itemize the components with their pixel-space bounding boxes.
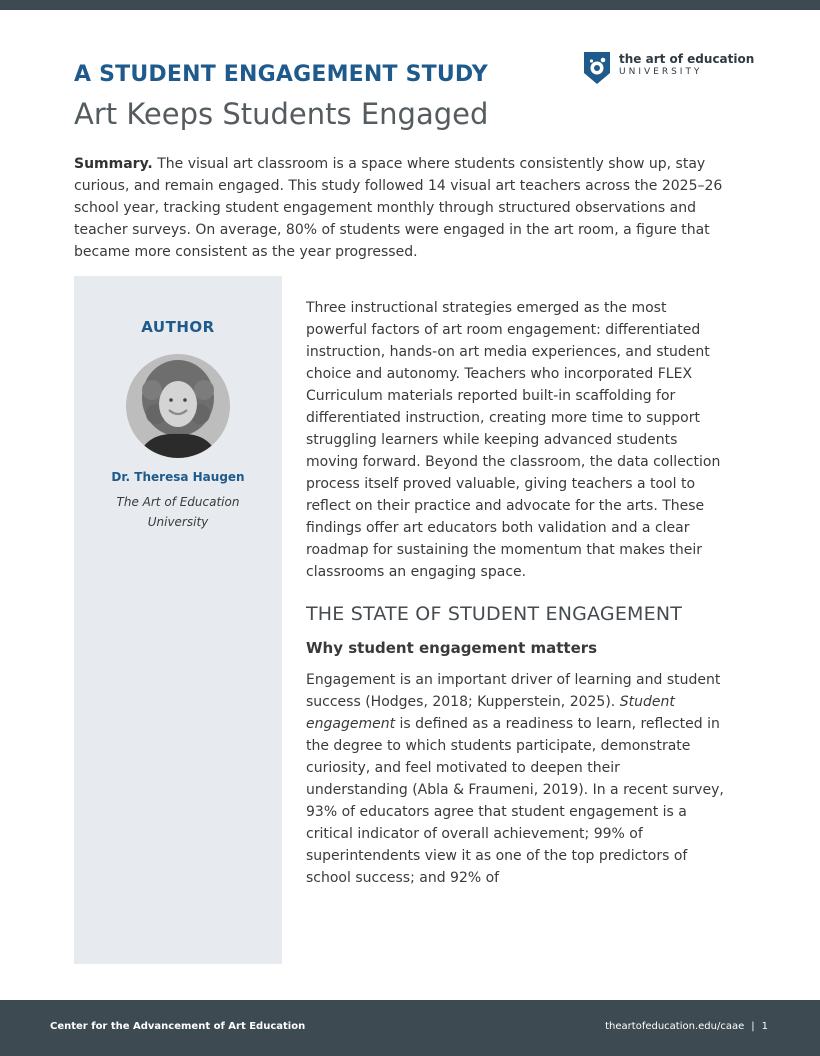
sub-heading: Why student engagement matters <box>306 639 598 657</box>
engagement-text-1: Engagement is an important driver of learning and student success (Hodges, 2018; Kupperstein, 2025). <box>306 672 721 710</box>
main-column <box>306 297 726 889</box>
footer-organization: Center for the Advancement of Art Education <box>50 1021 306 1032</box>
page-footer <box>0 1000 820 1056</box>
page-number: 1 <box>761 1021 768 1032</box>
author-name: Dr. Theresa Haugen <box>111 470 245 484</box>
aoeu-logo[interactable] <box>583 51 753 87</box>
aoeu-shield-logo-icon <box>583 51 611 85</box>
author-sidebar <box>74 276 282 964</box>
author-affiliation <box>74 492 282 532</box>
summary-label: Summary. <box>74 156 153 172</box>
author-portrait <box>126 354 230 458</box>
logo-wordmark: the art of education <box>619 52 755 66</box>
summary-paragraph <box>74 153 744 263</box>
engagement-term: Student engagement <box>306 694 675 732</box>
author-org-line2: University <box>147 515 209 529</box>
section-heading: THE STATE OF STUDENT ENGAGEMENT <box>306 603 683 625</box>
top-accent-bar <box>0 0 820 10</box>
report-kicker: A STUDENT ENGAGEMENT STUDY <box>74 62 488 87</box>
page-title: Art Keeps Students Engaged <box>74 97 489 131</box>
intro-paragraph: Three instructional strategies emerged as the most powerful factors of art room engagement: differentiated instruction, hands-on art media experiences, and student choice and autonomy. Teachers who incorporated FLEX Curriculum materials reported built-in scaffolding for differentiated instruction, creating more time to support struggling learners while keeping advanced students moving forward. Beyond the classroom, the data collection process itself proved valuable, giving teachers a tool to reflect on their practice and advocate for the arts. These findings offer art educators both validation and a clear roadmap for sustaining the momentum that makes their classrooms an engaging space. <box>306 300 721 580</box>
author-label: AUTHOR <box>141 318 215 336</box>
footer-url[interactable]: theartofeducation.edu/caae <box>605 1021 745 1032</box>
logo-subtext: UNIVERSITY <box>619 67 703 77</box>
author-org-line1: The Art of Education <box>116 495 240 509</box>
summary-text: The visual art classroom is a space where students consistently show up, stay curious, and remain engaged. This study followed 14 visual art teachers across the 2025–26 school year, tracking student engagement monthly through structured observations and teacher surveys. On average, 80% of students were engaged in the art room, a figure that became more consistent as the year progressed. <box>74 156 723 260</box>
author-avatar <box>126 354 230 458</box>
footer-separator: | <box>751 1021 755 1032</box>
engagement-paragraph <box>306 669 726 889</box>
footer-right <box>605 1021 768 1032</box>
engagement-text-2: is defined as a readiness to learn, reflected in the degree to which students participate, demonstrate curiosity, and feel motivated to deepen their understanding (Abla & Fraumeni, 2019). In a recent survey, 93% of educators agree that student engagement is a critical indicator of overall achievement; 99% of superintendents view it as one of the top predictors of school success; and 92% of <box>306 716 724 886</box>
